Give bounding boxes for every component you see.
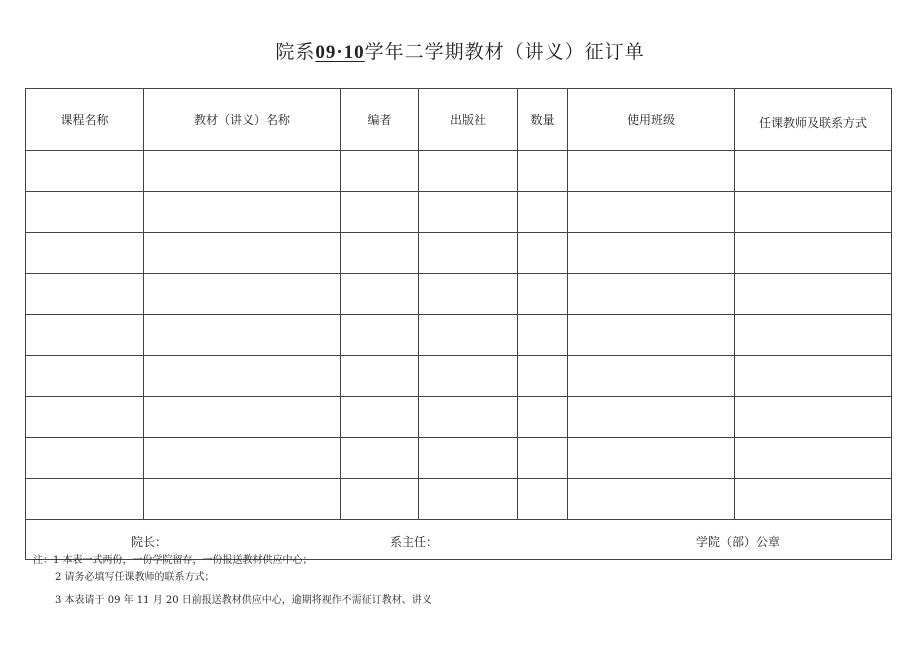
table-cell[interactable]	[518, 233, 568, 274]
table-row	[26, 315, 892, 356]
header-quantity: 数量	[518, 89, 568, 151]
table-cell[interactable]	[26, 479, 144, 520]
table-cell[interactable]	[144, 192, 341, 233]
table-cell[interactable]	[419, 438, 518, 479]
table-cell[interactable]	[518, 438, 568, 479]
seal-label: 学院（部）公章	[696, 535, 781, 549]
note-lead: 注：	[33, 555, 53, 566]
table-cell[interactable]	[568, 479, 735, 520]
table-cell[interactable]	[735, 479, 892, 520]
table-cell[interactable]	[568, 397, 735, 438]
table-cell[interactable]	[518, 397, 568, 438]
table-row	[26, 233, 892, 274]
table-cell[interactable]	[419, 315, 518, 356]
table-cell[interactable]	[518, 315, 568, 356]
table-cell[interactable]	[26, 151, 144, 192]
header-course-name: 课程名称	[26, 89, 144, 151]
table-cell[interactable]	[568, 192, 735, 233]
title-year: 09·10	[315, 42, 365, 63]
header-editor: 编者	[341, 89, 419, 151]
table-cell[interactable]	[735, 274, 892, 315]
header-row	[26, 89, 892, 151]
table-cell[interactable]	[144, 274, 341, 315]
table-cell[interactable]	[341, 192, 419, 233]
note-2: 2 请务必填写任课教师的联系方式；	[55, 572, 215, 583]
table-cell[interactable]	[341, 315, 419, 356]
table-cell[interactable]	[568, 233, 735, 274]
table-cell[interactable]	[419, 233, 518, 274]
table-cell[interactable]	[144, 438, 341, 479]
table-cell[interactable]	[518, 192, 568, 233]
table-cell[interactable]	[144, 397, 341, 438]
table-cell[interactable]	[144, 315, 341, 356]
table-cell[interactable]	[144, 233, 341, 274]
table-row	[26, 192, 892, 233]
table-cell[interactable]	[419, 274, 518, 315]
table-cell[interactable]	[735, 397, 892, 438]
page-title	[0, 37, 920, 64]
table-cell[interactable]	[341, 438, 419, 479]
table-cell[interactable]	[568, 274, 735, 315]
table-cell[interactable]	[518, 274, 568, 315]
table-cell[interactable]	[568, 151, 735, 192]
table-cell[interactable]	[568, 356, 735, 397]
table-cell[interactable]	[419, 151, 518, 192]
table-row	[26, 397, 892, 438]
note-1-text: 1 本表一式两份，一份学院留存，一份报送教材供应中心；	[53, 555, 313, 566]
table-cell[interactable]	[341, 274, 419, 315]
table-cell[interactable]	[735, 315, 892, 356]
table-cell[interactable]	[341, 397, 419, 438]
table-cell[interactable]	[735, 192, 892, 233]
table-row	[26, 151, 892, 192]
note-1	[33, 552, 432, 569]
table-cell[interactable]	[144, 356, 341, 397]
table-cell[interactable]	[144, 479, 341, 520]
table-row	[26, 438, 892, 479]
table-cell[interactable]	[341, 356, 419, 397]
table-cell[interactable]	[341, 233, 419, 274]
table-cell[interactable]	[419, 479, 518, 520]
table-cell[interactable]	[26, 274, 144, 315]
notes	[33, 552, 432, 609]
title-suffix: 学年二学期教材（讲义）征订单	[364, 41, 645, 63]
table-cell[interactable]	[735, 356, 892, 397]
header-textbook-name: 教材（讲义）名称	[144, 89, 341, 151]
table-cell[interactable]	[568, 438, 735, 479]
blank-rows	[26, 151, 892, 520]
director-label: 系主任：	[390, 535, 439, 549]
table-cell[interactable]	[518, 151, 568, 192]
table-cell[interactable]	[26, 192, 144, 233]
table-cell[interactable]	[419, 356, 518, 397]
table-cell[interactable]	[735, 233, 892, 274]
table-cell[interactable]	[735, 438, 892, 479]
table-cell[interactable]	[518, 356, 568, 397]
dean-label: 院长：	[131, 535, 168, 549]
table-cell[interactable]	[26, 438, 144, 479]
table-cell[interactable]	[568, 315, 735, 356]
table-cell[interactable]	[26, 356, 144, 397]
table-row	[26, 274, 892, 315]
table-cell[interactable]	[26, 397, 144, 438]
table-cell[interactable]	[518, 479, 568, 520]
table-cell[interactable]	[144, 151, 341, 192]
table-cell[interactable]	[341, 479, 419, 520]
header-publisher: 出版社	[419, 89, 518, 151]
table-row	[26, 356, 892, 397]
title-prefix: 院系	[275, 41, 316, 63]
table-row	[26, 479, 892, 520]
table-cell[interactable]	[419, 397, 518, 438]
table-cell[interactable]	[735, 151, 892, 192]
order-form-table	[25, 88, 892, 560]
table-cell[interactable]	[26, 315, 144, 356]
header-class: 使用班级	[568, 89, 735, 151]
table-cell[interactable]	[419, 192, 518, 233]
table-cell[interactable]	[26, 233, 144, 274]
note-3: 3 本表请于 09 年 11 月 20 日前报送教材供应中心，逾期将视作不需征订教材、讲义	[55, 595, 432, 606]
header-teacher-contact: 任课教师及联系方式	[735, 89, 892, 151]
table-cell[interactable]	[341, 151, 419, 192]
